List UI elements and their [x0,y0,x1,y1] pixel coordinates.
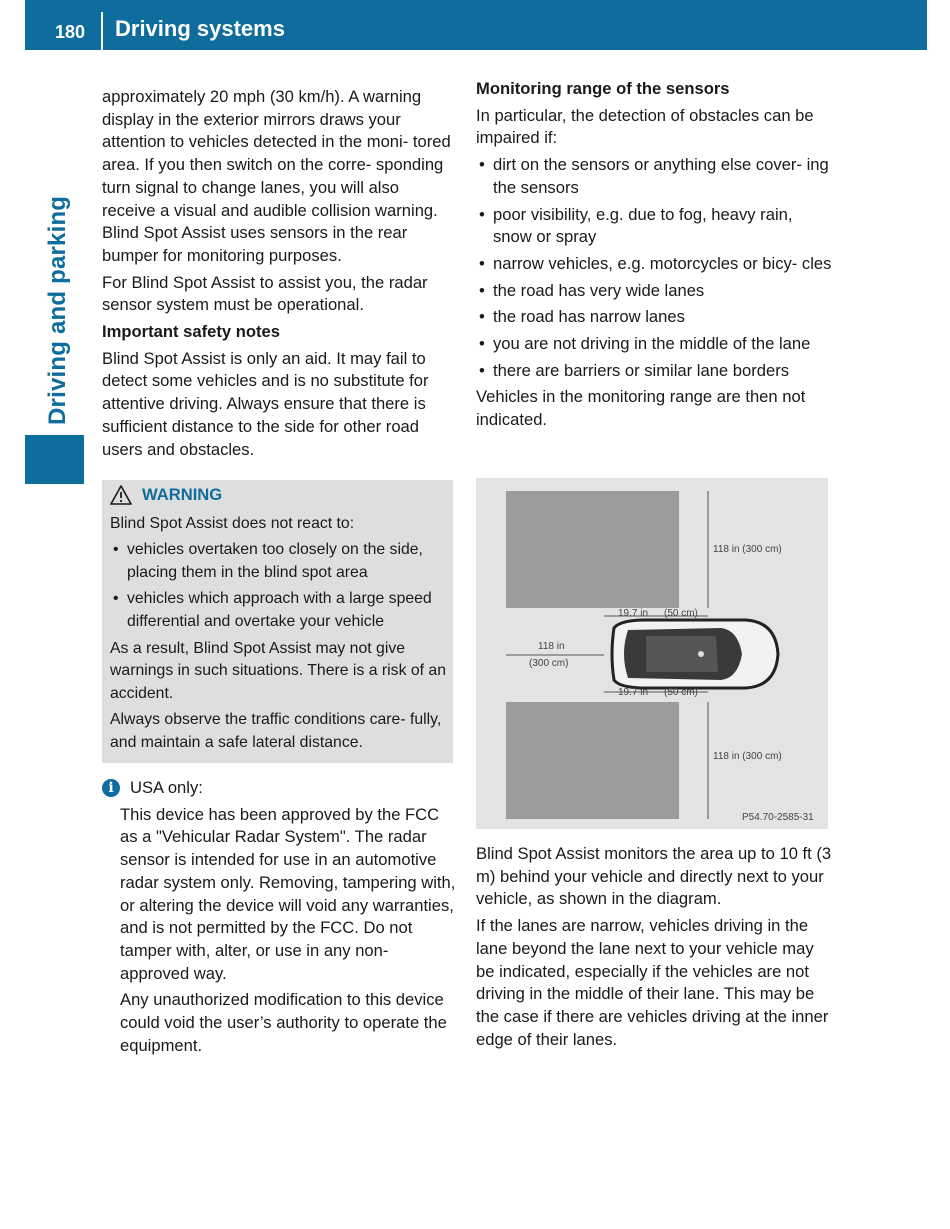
right-column-top [476,78,832,436]
left-column [102,86,457,465]
warning-advice: Always observe the traffic conditions care- fully, and maintain a safe lateral distance. [110,711,442,751]
monitoring-bullet: • there are barriers or similar lane borders [476,360,832,383]
rear-range-cm-label: (300 cm) [529,658,569,669]
diagram-code: P54.70-2585-31 [742,812,814,823]
monitoring-bullet: • the road has narrow lanes [476,306,832,329]
narrow-lanes-paragraph: If the lanes are narrow, vehicles driving in the lane beyond the lane next to your vehicle may be indicated, especially if the vehicles are not driving in the middle of their lane. This may be the case if there are vehicles driving at the inner edge of their lanes. [476,916,829,1049]
info-icon: i [102,779,120,797]
warning-triangle-icon [110,485,132,505]
range-paragraph: Blind Spot Assist monitors the area up to 10 ft (3 m) behind your vehicle and directly next to your vehicle, as shown in the diagram. [476,844,832,909]
monitoring-after: Vehicles in the monitoring range are then not indicated. [476,387,806,430]
warning-bullet: • vehicles which approach with a large speed differential and overtake your vehicle [110,588,450,633]
chapter-tab [25,435,84,484]
warning-header [110,484,450,507]
top-gap-cm-label: (50 cm) [664,608,698,619]
section-title: Driving systems [115,16,285,41]
warning-bullet-list [110,539,450,633]
intro-paragraph-2: For Blind Spot Assist to assist you, the radar sensor system must be operational. [102,272,428,315]
monitoring-bullet: • poor visibility, e.g. due to fog, heavy rain, snow or spray [476,204,832,249]
info-paragraph-1: This device has been approved by the FCC as a "Vehicular Radar System". The radar sensor is intended for use in an automotive radar system only. Removing, tampering with, or altering the device will void any warranties, and is not permitted by the FCC. Do not tamper with, alter, or use in any non-approved way. [120,804,456,983]
page-number: 180 [55,22,86,42]
monitoring-lead: In particular, the detection of obstacles can be impaired if: [476,105,814,148]
info-paragraph-2: Any unauthorized modification to this device could void the user’s authority to operate the equipment. [120,990,447,1055]
info-label: USA only: [130,778,203,797]
rear-range-label: 118 in [538,641,565,652]
top-range-label: 118 in (300 cm) [713,544,782,555]
intro-paragraph-1: approximately 20 mph (30 km/h). A warning display in the exterior mirrors draws your attention to vehicles detected in the moni- tored area. If you then switch on the corre- sponding turn signal to change lanes, you will also receive a visual and audible collision warning. Blind Spot Assist uses sensors in the rear bumper for monitoring purposes. [102,87,451,265]
monitoring-bullet: • narrow vehicles, e.g. motorcycles or bicy- cles [476,253,832,276]
top-gap-label: 19.7 in [618,608,649,619]
bottom-range-label: 118 in (300 cm) [713,751,782,762]
monitoring-bullet: • you are not driving in the middle of the lane [476,333,832,356]
monitoring-range-diagram [476,478,828,829]
right-column-bottom [476,843,832,1055]
warning-title: WARNING [142,485,223,504]
warning-result: As a result, Blind Spot Assist may not give warnings in such situations. There is a risk of an accident. [110,639,446,702]
monitoring-bullet-list [476,154,832,382]
car-top-view-icon [606,618,781,690]
bottom-gap-label: 19.7 in [618,687,649,698]
safety-paragraph: Blind Spot Assist is only an aid. It may fail to detect some vehicles and is no substitute for attentive driving. Always ensure that there is sufficient distance to the side for other road users and obstacles. [102,348,429,459]
info-section [102,777,457,1061]
warning-box [102,480,453,763]
monitoring-bullet: • the road has very wide lanes [476,280,832,303]
side-chapter-label: Driving and parking [44,195,71,425]
bottom-gap-cm-label: (50 cm) [664,687,698,698]
monitoring-bullet: • dirt on the sensors or anything else cover- ing the sensors [476,154,832,199]
page-header [25,0,927,50]
warning-bullet: • vehicles overtaken too closely on the side, placing them in the blind spot area [110,539,450,584]
warning-lead: Blind Spot Assist does not react to: [110,514,355,532]
safety-heading: Important safety notes [102,322,280,342]
header-divider [101,12,103,50]
monitoring-heading: Monitoring range of the sensors [476,79,730,98]
